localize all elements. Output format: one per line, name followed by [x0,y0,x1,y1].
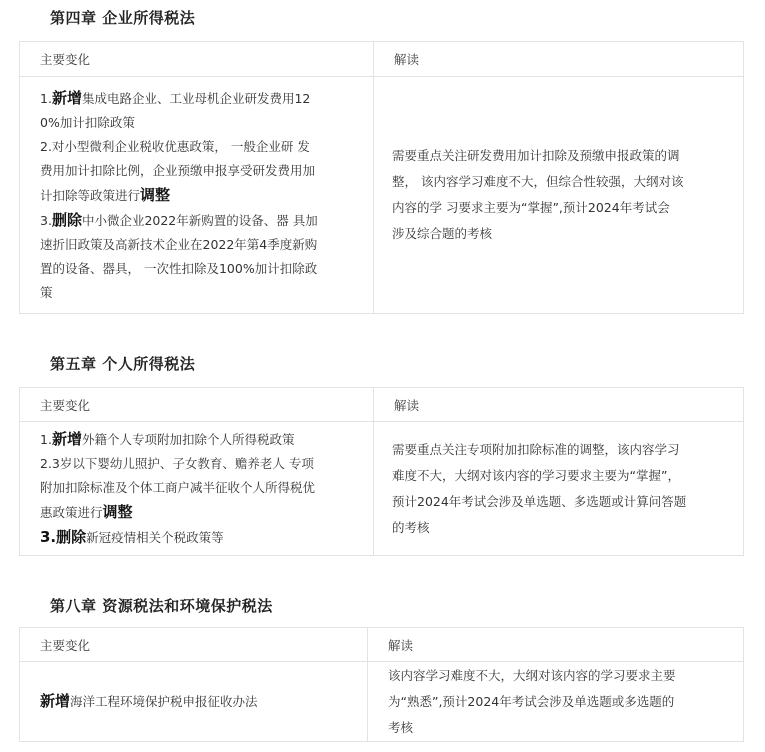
table-row [20,662,744,742]
table-ch8 [19,627,744,742]
main-changes-cell [20,662,368,742]
change-line: 策 [40,284,53,300]
interpretation-line: 涉及综合题的考核 [392,226,493,241]
header-main-changes: 主要变化 [20,628,368,662]
table-ch5 [19,387,744,556]
change-line: 1.新增集成电路企业、工业母机企业研发费用12 [40,88,311,107]
header-main-changes: 主要变化 [20,388,374,422]
section-title-ch4: 第四章 企业所得税法 [50,9,196,27]
header-main-changes: 主要变化 [20,42,374,77]
interpretation-line: 整， 该内容学习难度不大，但综合性较强，大纲对该 [392,174,684,189]
section-title-ch8: 第八章 资源税法和环境保护税法 [50,597,273,615]
keyword-delete: 3.删除 [40,528,87,546]
header-interpretation: 解读 [374,42,744,77]
change-line: 3.删除中小微企业2022年新购置的设备、器 具加 [40,210,318,229]
change-line: 2.对小型微利企业税收优惠政策， 一般企业研 发 [40,138,310,154]
table-header-row [20,388,744,422]
keyword-adjust: 调整 [102,503,133,521]
change-line: 1.新增外籍个人专项附加扣除个人所得税政策 [40,430,295,448]
interpretation-line: 难度不大，大纲对该内容的学习要求主要为“掌握”， [392,467,680,483]
main-changes-cell [20,77,374,314]
change-line: 计扣除等政策进行调整 [40,185,171,204]
interpretation-cell [368,662,744,742]
main-changes-cell [20,422,374,556]
change-line: 2.3岁以下婴幼儿照护、子女教育、赡养老人 专项 [40,456,314,471]
table-header-row [20,628,744,662]
change-line: 惠政策进行调整 [40,503,133,521]
interpretation-cell [374,77,744,314]
change-line: 附加扣除标准及个体工商户减半征收个人所得税优 [40,480,316,495]
interpretation-line: 的考核 [392,519,430,535]
interpretation-line: 需要重点关注专项附加扣除标准的调整，该内容学习 [392,441,680,457]
header-interpretation: 解读 [368,628,744,662]
keyword-add: 新增 [40,692,71,710]
keyword-adjust: 调整 [140,185,171,204]
interpretation-line: 预计2024年考试会涉及单选题、多选题或计算问答题 [392,493,687,509]
table-ch4 [19,41,744,314]
table-row [20,422,744,556]
interpretation-line: 考核 [388,719,414,735]
change-line: 0%加计扣除政策 [40,114,135,130]
keyword-add: 新增 [51,88,82,107]
change-line: 费用加计扣除比例，企业预缴申报享受研发费用加 [40,162,316,178]
keyword-add: 新增 [51,430,82,448]
keyword-delete: 删除 [51,210,82,229]
header-interpretation: 解读 [374,388,744,422]
change-line: 速折旧政策及高新技术企业在2022年第4季度新购 [40,236,318,252]
table-row [20,77,744,314]
interpretation-line: 内容的学 习要求主要为“掌握”,预计2024年考试会 [392,200,670,215]
change-line: 3.删除新冠疫情相关个税政策等 [40,528,224,546]
interpretation-cell [374,422,744,556]
table-header-row [20,42,744,77]
change-line: 置的设备、器具， 一次性扣除及100%加计扣除政 [40,260,318,276]
interpretation-line: 该内容学习难度不大，大纲对该内容的学习要求主要 [388,667,676,683]
change-line: 新增海洋工程环境保护税申报征收办法 [40,692,258,710]
section-title-ch5: 第五章 个人所得税法 [50,355,196,373]
interpretation-line: 为“熟悉”,预计2024年考试会涉及单选题或多选题的 [388,693,675,709]
interpretation-line: 需要重点关注研发费用加计扣除及预缴申报政策的调 [392,148,680,163]
